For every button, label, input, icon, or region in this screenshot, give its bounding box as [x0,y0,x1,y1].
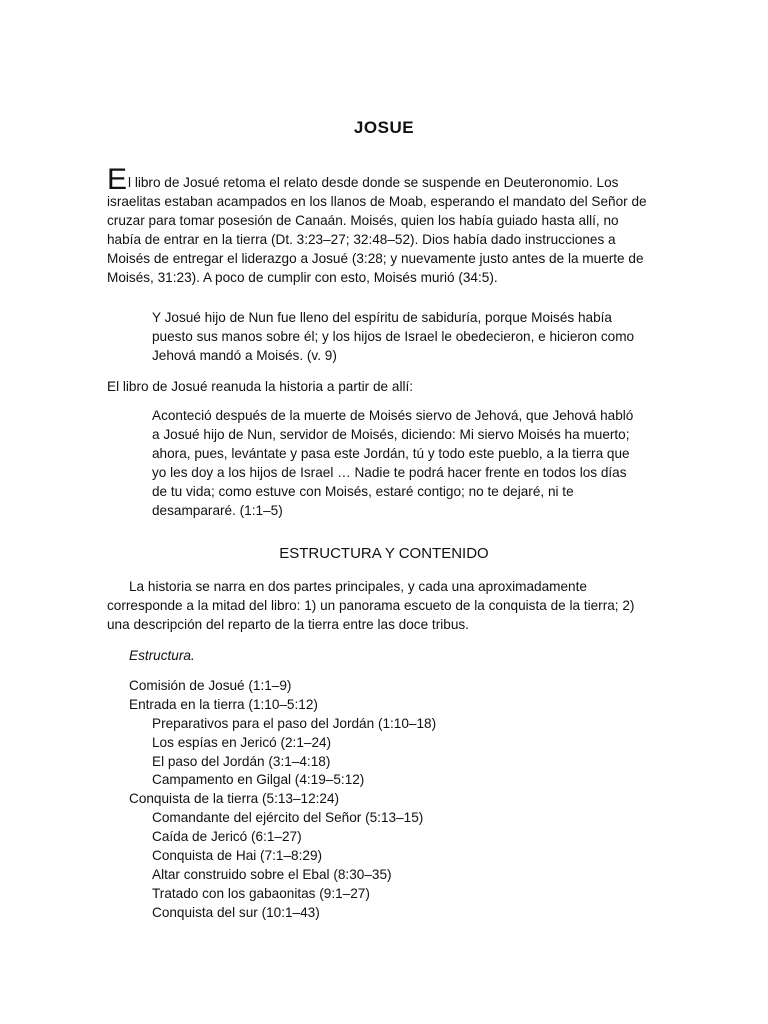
outline-item: Conquista del sur (10:1–43) [152,904,320,920]
page-title: JOSUE [353,118,415,137]
outline-item: Comisión de Josué (1:1–9) [129,678,292,693]
outline-item: Comandante del ejército del Señor (5:13–15) [152,810,424,826]
outline-item: El paso del Jordán (3:1–4:18) [152,753,331,769]
structure-label: Estructura. [129,648,195,663]
block-quote-1: Y Josué hijo de Nun fue lleno del espíritu de sabiduría, porque Moisés había puesto sus manos sobre él; y los hijos de Israel le obedecieron, e hicieron como Jehová mandó a Moisés. (v. 9) [152,310,635,363]
intro-text: l libro de Josué retoma el relato desde donde se suspende en Deuteronomio. Los israelitas estaban acampados en los llanos de Moab, esperando el mandato del Señor de cruzar para tomar posesión de Canaán. Moisés, quien los había guiado hasta allí, no había de entrar en la tierra (Dt. 3:23–27; 32:48–52). Dios había dado instrucciones a Moisés de entregar el liderazgo a Josué (3:28; y nuevamente justo antes de la muerte de Moisés, 31:23). A poco de cumplir con esto, Moisés murió (34:5). [107,175,647,285]
outline-item: Conquista de Hai (7:1–8:29) [152,848,323,864]
paragraph-3: La historia se narra en dos partes principales, y cada una aproximadamente corresponde a la mitad del libro: 1) un panorama escueto de la conquista de la tierra; 2) una descripción del reparto de la tierra entre las doce tribus. [107,579,635,632]
section-heading: ESTRUCTURA Y CONTENIDO [279,545,489,562]
outline-item: Preparativos para el paso del Jordán (1:10–18) [152,715,437,731]
paragraph-2: El libro de Josué reanuda la historia a partir de allí: [107,379,414,394]
outline-item: Entrada en la tierra (1:10–5:12) [129,696,318,712]
outline-list [129,677,436,923]
outline-item: Los espías en Jericó (2:1–24) [152,734,332,750]
outline-item: Caída de Jericó (6:1–27) [152,829,302,845]
outline-item: Campamento en Gilgal (4:19–5:12) [152,772,365,788]
outline-item: Tratado con los gabaonitas (9:1–27) [152,885,370,901]
outline-item: Altar construido sobre el Ebal (8:30–35) [152,866,392,882]
outline-item: Conquista de la tierra (5:13–12:24) [129,791,340,807]
intro-paragraph [107,163,652,287]
block-quote-2: Aconteció después de la muerte de Moisés siervo de Jehová, que Jehová habló a Josué hijo de Nun, servidor de Moisés, diciendo: Mi siervo Moisés ha muerto; ahora, pues, levántate y pasa este Jordán, tú y todo este pueblo, a la tierra que yo les doy a los hijos de Israel … Nadie te podrá hacer frente en todos los días de tu vida; como estuve con Moisés, estaré contigo; no te dejaré, ni te desampararé. (1:1–5) [152,408,634,518]
drop-cap: E [107,163,128,196]
